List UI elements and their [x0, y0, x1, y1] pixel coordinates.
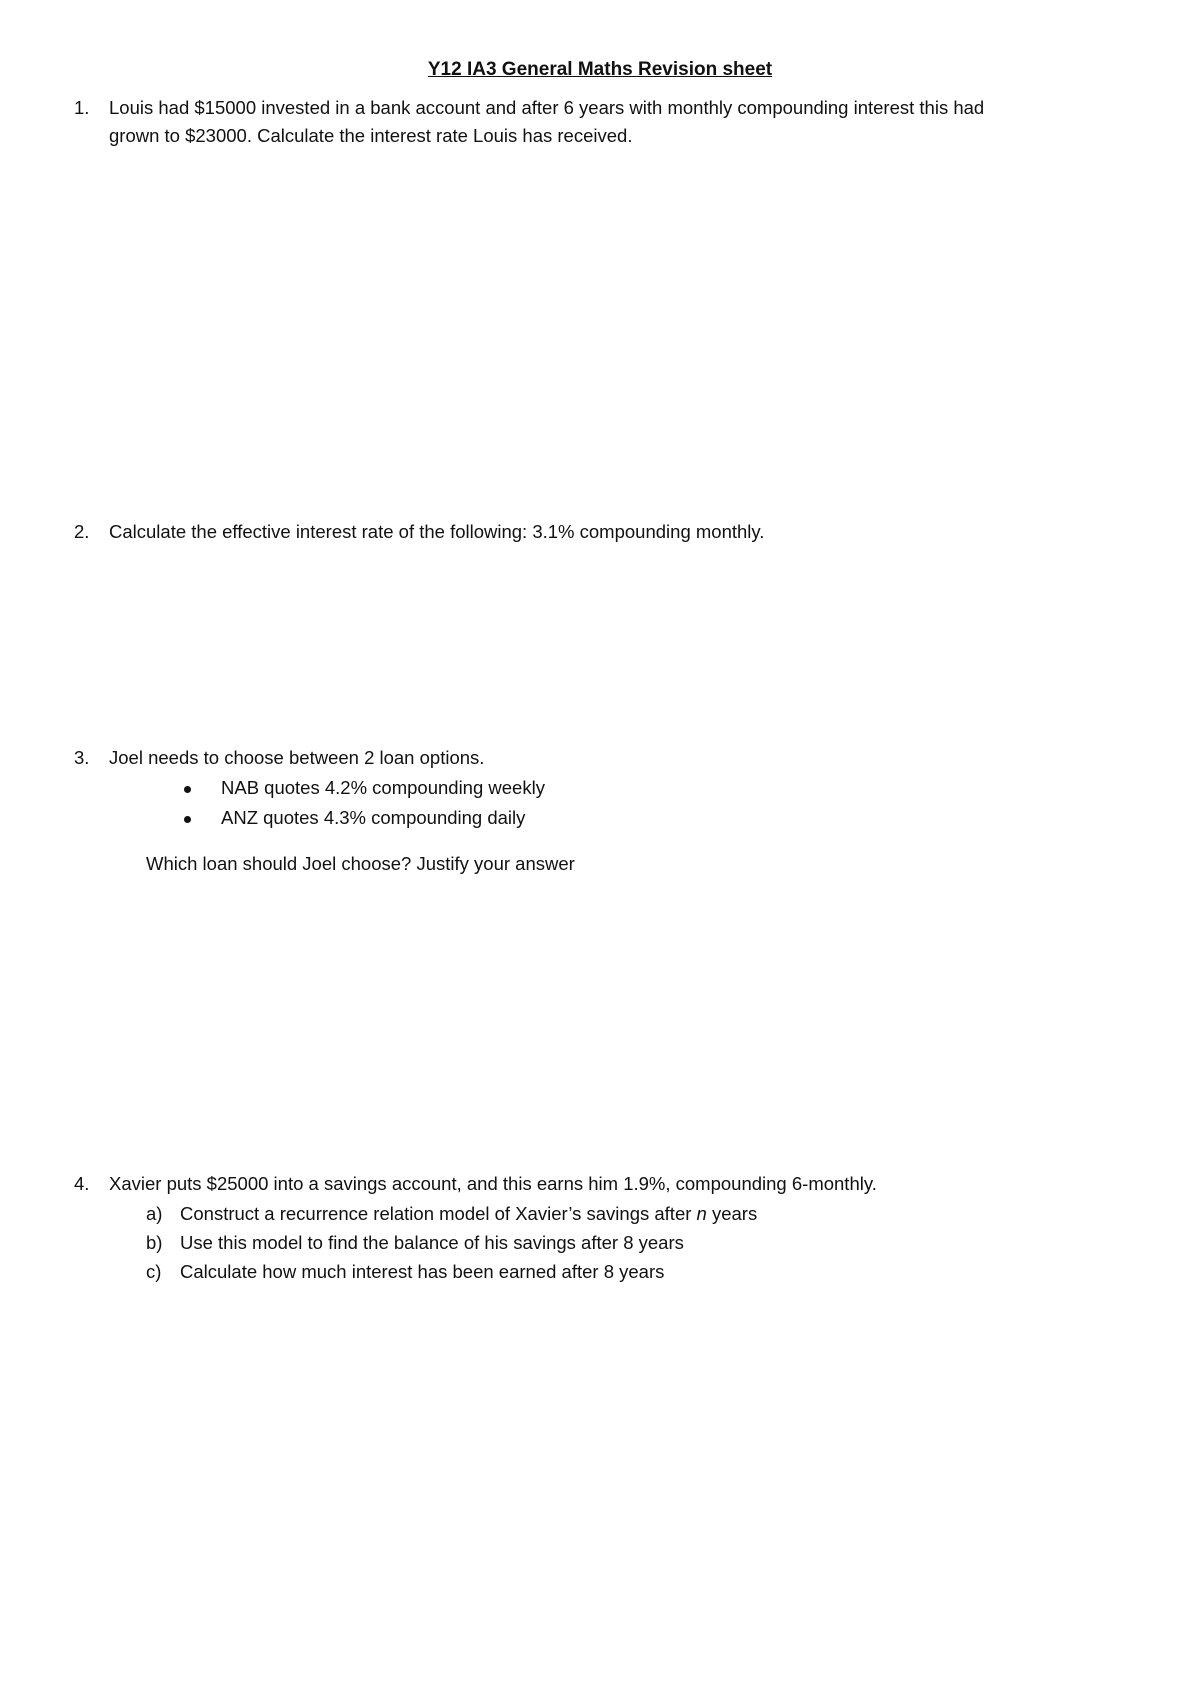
question-3-prompt: Which loan should Joel choose? Justify your answer	[146, 853, 575, 874]
page-title: Y12 IA3 General Maths Revision sheet	[427, 59, 773, 80]
part-c-text: Calculate how much interest has been earned after 8 years	[180, 1261, 665, 1282]
question-4-number: 4.	[74, 1173, 90, 1194]
question-3-text: Joel needs to choose between 2 loan options.	[109, 747, 485, 768]
part-a-text-after: years	[711, 1203, 758, 1224]
part-c-label: c)	[146, 1261, 162, 1282]
question-1	[74, 94, 1114, 150]
part-b-text: Use this model to find the balance of his savings after 8 years	[180, 1232, 684, 1253]
question-3-number: 3.	[74, 747, 90, 768]
question-3-bullet-2	[184, 804, 884, 832]
question-3-bullet-1-text: NAB quotes 4.2% compounding weekly	[221, 777, 545, 798]
question-4-part-b	[146, 1229, 1046, 1257]
question-3	[74, 744, 1114, 772]
part-a-text	[180, 1200, 757, 1228]
question-2	[74, 518, 1114, 546]
question-4	[74, 1170, 1114, 1198]
question-3-bullet-1	[184, 774, 884, 802]
question-1-line-1: Louis had $15000 invested in a bank account and after 6 years with monthly compounding interest this had	[109, 97, 985, 118]
question-1-text	[109, 94, 1109, 150]
part-a-label: a)	[146, 1203, 163, 1224]
question-4-part-a	[146, 1200, 1046, 1228]
question-1-number: 1.	[74, 97, 90, 118]
part-b-label: b)	[146, 1232, 163, 1253]
bullet-icon	[184, 786, 191, 793]
question-2-number: 2.	[74, 521, 90, 542]
question-4-part-c	[146, 1258, 1046, 1286]
bullet-icon	[184, 816, 191, 823]
question-2-text: Calculate the effective interest rate of the following: 3.1% compounding monthly.	[109, 521, 765, 542]
part-a-text-before: Construct a recurrence relation model of Xavier’s savings after	[180, 1203, 692, 1224]
question-1-line-2: grown to $23000. Calculate the interest rate Louis has received.	[109, 125, 633, 146]
part-a-variable: n	[696, 1203, 707, 1224]
question-4-text: Xavier puts $25000 into a savings account, and this earns him 1.9%, compounding 6-monthly.	[109, 1173, 877, 1194]
question-3-bullet-2-text: ANZ quotes 4.3% compounding daily	[221, 807, 526, 828]
